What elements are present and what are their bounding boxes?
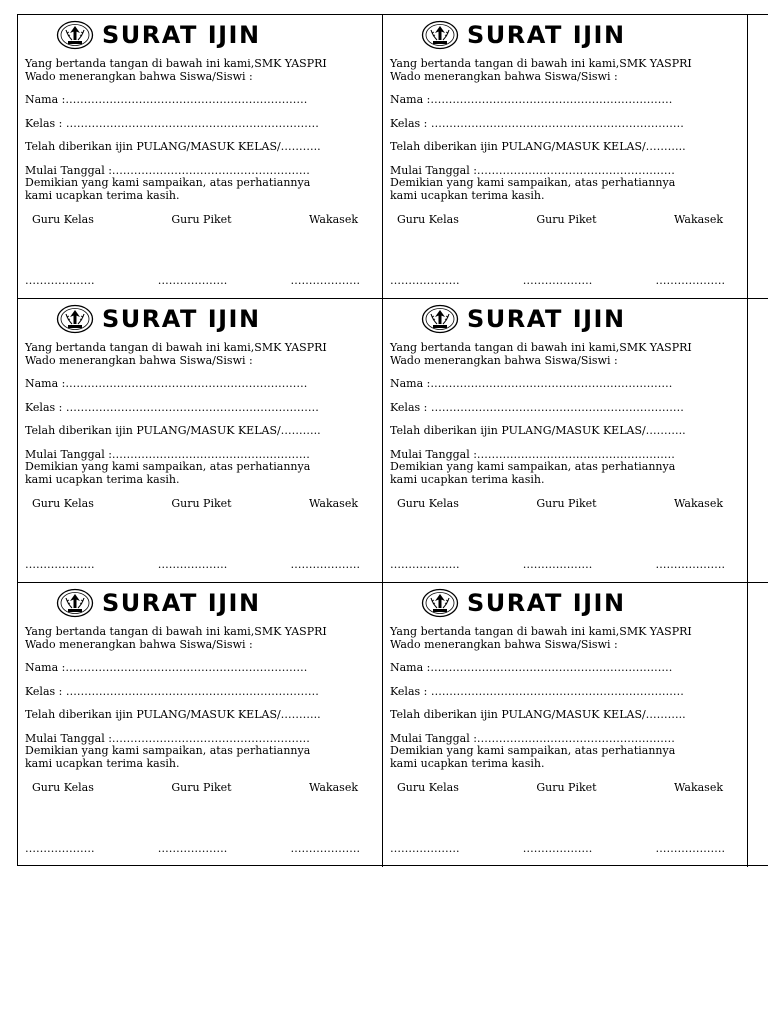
permit-slip-sheet [17, 14, 768, 866]
sig-guru-kelas: Guru Kelas [32, 497, 94, 510]
sig-wakasek: Wakasek [309, 781, 358, 794]
mulai-tanggal-field: Mulai Tanggal :……………………………………………… [25, 163, 310, 177]
sig-line: ………………. [522, 274, 593, 287]
closing-line-1: Demikian yang kami sampaikan, atas perhatiannya [25, 460, 311, 473]
slip-title: SURAT IJIN [102, 21, 261, 49]
nama-field: Nama :………………………………………………………… [25, 377, 308, 390]
school-crest-icon [421, 20, 459, 50]
slip-body [390, 58, 740, 202]
closing-line-2: kami ucapkan terima kasih. [390, 756, 545, 770]
slip-header [421, 302, 626, 336]
school-crest-icon [56, 588, 94, 618]
intro-line-2: Wado menerangkan bahwa Siswa/Siswi : [25, 353, 253, 367]
signature-lines [390, 842, 725, 855]
slip-header [421, 18, 626, 52]
sig-guru-kelas: Guru Kelas [32, 213, 94, 226]
slip-header [56, 18, 261, 52]
slip-body [25, 58, 375, 202]
slip-body [25, 626, 375, 770]
signature-labels [397, 213, 733, 226]
school-crest-icon [56, 304, 94, 334]
ijin-field: Telah diberikan ijin PULANG/MASUK KELAS/……….. [390, 708, 686, 721]
slip-header [56, 302, 261, 336]
ijin-field: Telah diberikan ijin PULANG/MASUK KELAS/……….. [390, 140, 686, 153]
permit-slip [383, 15, 748, 299]
permit-slip [383, 583, 748, 867]
closing-line-2: kami ucapkan terima kasih. [390, 188, 545, 202]
nama-field: Nama :………………………………………………………… [25, 661, 308, 674]
intro-line-1: Yang bertanda tangan di bawah ini kami,SMK YASPRI [25, 625, 327, 638]
permit-slip [18, 15, 383, 299]
sig-line: ………………. [25, 558, 95, 571]
sig-wakasek: Wakasek [674, 497, 723, 510]
mulai-tanggal-field: Mulai Tanggal :……………………………………………… [25, 447, 310, 461]
sig-line: ………………. [655, 558, 725, 571]
intro-line-1: Yang bertanda tangan di bawah ini kami,SMK YASPRI [25, 341, 327, 354]
kelas-field: Kelas : …………………………………………………………… [390, 684, 684, 698]
signature-labels [32, 213, 368, 226]
kelas-field: Kelas : …………………………………………………………… [25, 684, 319, 698]
closing-line-1: Demikian yang kami sampaikan, atas perhatiannya [25, 744, 311, 757]
permit-slip [18, 299, 383, 583]
sig-line: ………………. [390, 558, 460, 571]
signature-labels [397, 497, 733, 510]
slip-title: SURAT IJIN [467, 305, 626, 333]
closing-line-2: kami ucapkan terima kasih. [25, 756, 180, 770]
signature-lines [25, 842, 360, 855]
sig-guru-piket: Guru Piket [536, 781, 597, 794]
slip-title: SURAT IJIN [102, 305, 261, 333]
school-crest-icon [421, 588, 459, 618]
mulai-tanggal-field: Mulai Tanggal :……………………………………………… [390, 447, 675, 461]
signature-labels [397, 781, 733, 794]
kelas-field: Kelas : …………………………………………………………… [390, 116, 684, 130]
closing-line-1: Demikian yang kami sampaikan, atas perhatiannya [390, 744, 676, 757]
sig-guru-piket: Guru Piket [536, 213, 597, 226]
cut-off-slip [748, 299, 768, 583]
sig-wakasek: Wakasek [674, 213, 723, 226]
signature-lines [25, 558, 360, 571]
mulai-tanggal-field: Mulai Tanggal :……………………………………………… [390, 163, 675, 177]
sig-line: ………………. [25, 842, 95, 855]
nama-field: Nama :………………………………………………………… [390, 377, 673, 390]
permit-slip [18, 583, 383, 867]
slip-title: SURAT IJIN [102, 589, 261, 617]
slip-title: SURAT IJIN [467, 21, 626, 49]
slip-body [25, 342, 375, 486]
signature-labels [32, 497, 368, 510]
sig-guru-kelas: Guru Kelas [397, 781, 459, 794]
sig-line: ………………. [157, 274, 228, 287]
slip-body [390, 626, 740, 770]
sig-line: ………………. [522, 558, 593, 571]
ijin-field: Telah diberikan ijin PULANG/MASUK KELAS/……….. [390, 424, 686, 437]
sig-line: ………………. [290, 274, 360, 287]
closing-line-2: kami ucapkan terima kasih. [25, 472, 180, 486]
permit-slip [383, 299, 748, 583]
kelas-field: Kelas : …………………………………………………………… [25, 116, 319, 130]
intro-line-1: Yang bertanda tangan di bawah ini kami,SMK YASPRI [390, 341, 692, 354]
slip-header [421, 586, 626, 620]
intro-line-1: Yang bertanda tangan di bawah ini kami,SMK YASPRI [390, 57, 692, 70]
sig-guru-kelas: Guru Kelas [397, 213, 459, 226]
sig-line: ………………. [655, 274, 725, 287]
sig-guru-piket: Guru Piket [171, 781, 232, 794]
nama-field: Nama :………………………………………………………… [390, 661, 673, 674]
slip-header [56, 586, 261, 620]
sig-line: ………………. [390, 842, 460, 855]
sig-wakasek: Wakasek [309, 497, 358, 510]
cut-off-slip [748, 15, 768, 299]
sig-line: ………………. [390, 274, 460, 287]
intro-line-2: Wado menerangkan bahwa Siswa/Siswi : [25, 637, 253, 651]
sig-line: ………………. [290, 558, 360, 571]
intro-line-2: Wado menerangkan bahwa Siswa/Siswi : [25, 69, 253, 83]
closing-line-1: Demikian yang kami sampaikan, atas perhatiannya [390, 176, 676, 189]
intro-line-2: Wado menerangkan bahwa Siswa/Siswi : [390, 353, 618, 367]
sig-line: ………………. [655, 842, 725, 855]
ijin-field: Telah diberikan ijin PULANG/MASUK KELAS/……….. [25, 140, 321, 153]
closing-line-1: Demikian yang kami sampaikan, atas perhatiannya [390, 460, 676, 473]
nama-field: Nama :………………………………………………………… [390, 93, 673, 106]
signature-lines [390, 274, 725, 287]
sig-guru-piket: Guru Piket [536, 497, 597, 510]
sig-guru-piket: Guru Piket [171, 497, 232, 510]
cut-off-slip [748, 583, 768, 867]
kelas-field: Kelas : …………………………………………………………… [390, 400, 684, 414]
intro-line-2: Wado menerangkan bahwa Siswa/Siswi : [390, 637, 618, 651]
intro-line-1: Yang bertanda tangan di bawah ini kami,SMK YASPRI [390, 625, 692, 638]
closing-line-2: kami ucapkan terima kasih. [390, 472, 545, 486]
signature-lines [390, 558, 725, 571]
sig-line: ………………. [522, 842, 593, 855]
closing-line-2: kami ucapkan terima kasih. [25, 188, 180, 202]
sig-line: ………………. [25, 274, 95, 287]
school-crest-icon [421, 304, 459, 334]
signature-labels [32, 781, 368, 794]
intro-line-1: Yang bertanda tangan di bawah ini kami,SMK YASPRI [25, 57, 327, 70]
closing-line-1: Demikian yang kami sampaikan, atas perhatiannya [25, 176, 311, 189]
kelas-field: Kelas : …………………………………………………………… [25, 400, 319, 414]
sig-guru-piket: Guru Piket [171, 213, 232, 226]
slip-title: SURAT IJIN [467, 589, 626, 617]
sig-line: ………………. [157, 558, 228, 571]
mulai-tanggal-field: Mulai Tanggal :……………………………………………… [25, 731, 310, 745]
sig-line: ………………. [157, 842, 228, 855]
nama-field: Nama :………………………………………………………… [25, 93, 308, 106]
school-crest-icon [56, 20, 94, 50]
sig-guru-kelas: Guru Kelas [397, 497, 459, 510]
signature-lines [25, 274, 360, 287]
sig-line: ………………. [290, 842, 360, 855]
sig-guru-kelas: Guru Kelas [32, 781, 94, 794]
sig-wakasek: Wakasek [309, 213, 358, 226]
mulai-tanggal-field: Mulai Tanggal :……………………………………………… [390, 731, 675, 745]
intro-line-2: Wado menerangkan bahwa Siswa/Siswi : [390, 69, 618, 83]
sig-wakasek: Wakasek [674, 781, 723, 794]
ijin-field: Telah diberikan ijin PULANG/MASUK KELAS/……….. [25, 424, 321, 437]
ijin-field: Telah diberikan ijin PULANG/MASUK KELAS/……….. [25, 708, 321, 721]
slip-body [390, 342, 740, 486]
